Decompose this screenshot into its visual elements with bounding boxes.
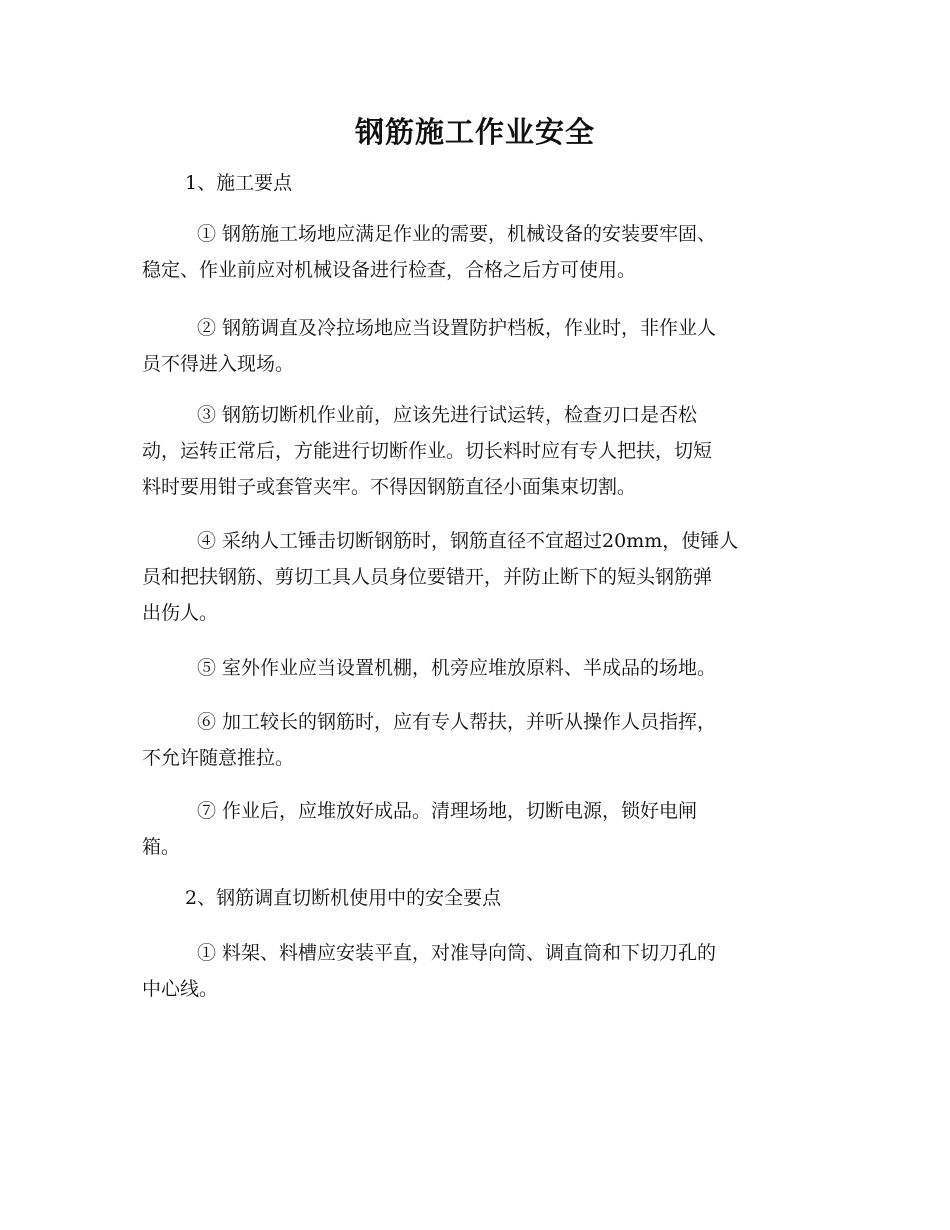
paragraph-material-rack (142, 935, 802, 1007)
paragraph-line: 员不得进入现场。 (142, 353, 295, 375)
paragraph-line: ⑥ 加工较长的钢筋时，应有专人帮扶，并听从操作人员指挥， (197, 711, 717, 733)
paragraph-straightening-area (142, 310, 802, 382)
paragraph-line: ⑦ 作业后，应堆放好成品。清理场地，切断电源，锁好电闸 (197, 800, 698, 822)
paragraph-line: ③ 钢筋切断机作业前，应该先进行试运转，检查刃口是否松 (197, 404, 698, 426)
paragraph-line: ④ 采纳人工锤击切断钢筋时，钢筋直径不宜超过20mm，使锤人 (197, 530, 739, 552)
paragraph-manual-cutting (142, 523, 802, 631)
document-title: 钢筋施工作业安全 (354, 115, 595, 149)
section-heading-construction-points: 1、施工要点 (185, 172, 293, 194)
paragraph-outdoor-shed (142, 650, 802, 686)
paragraph-line: 不允许随意推拉。 (142, 747, 295, 769)
paragraph-long-bars (142, 704, 802, 776)
paragraph-line: ② 钢筋调直及冷拉场地应当设置防护档板，作业时，非作业人 (197, 317, 717, 339)
paragraph-line: 出伤人。 (142, 602, 219, 624)
paragraph-cutting-machine (142, 397, 802, 505)
paragraph-line: 中心线。 (142, 978, 219, 1000)
section-heading-straightening-machine: 2、钢筋调直切断机使用中的安全要点 (185, 887, 502, 909)
paragraph-after-work (142, 793, 802, 865)
paragraph-line: ① 料架、料槽应安装平直，对准导向筒、调直筒和下切刀孔的 (197, 942, 717, 964)
paragraph-site-equipment (142, 216, 802, 288)
paragraph-line: ⑤ 室外作业应当设置机棚，机旁应堆放原料、半成品的场地。 (197, 657, 717, 679)
paragraph-line: 员和把扶钢筋、剪切工具人员身位要错开，并防止断下的短头钢筋弹 (142, 566, 713, 588)
paragraph-line: 箱。 (142, 836, 181, 858)
paragraph-line: 动，运转正常后，方能进行切断作业。切长料时应有专人把扶，切短 (142, 440, 713, 462)
paragraph-line: 稳定、作业前应对机械设备进行检查，合格之后方可使用。 (142, 259, 637, 281)
paragraph-line: 料时要用钳子或套管夹牢。不得因钢筋直径小面集束切割。 (142, 476, 637, 498)
paragraph-line: ① 钢筋施工场地应满足作业的需要，机械设备的安装要牢固、 (197, 223, 717, 245)
